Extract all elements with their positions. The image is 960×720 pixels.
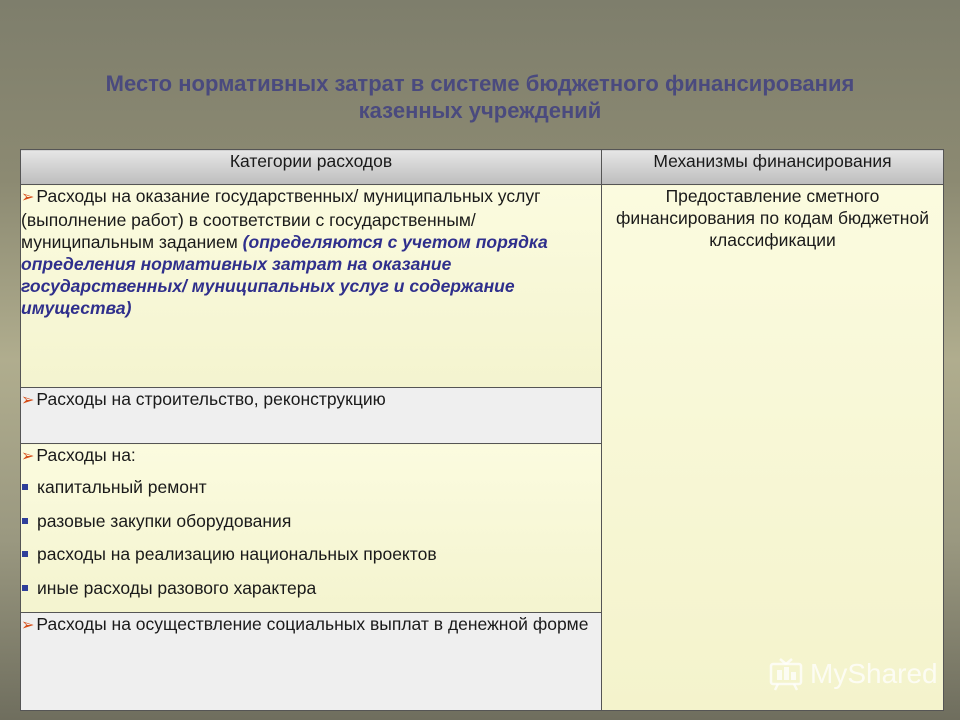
arrow-bullet-icon: ➢ xyxy=(21,392,35,409)
expenses-table xyxy=(20,149,944,711)
list-item xyxy=(21,577,601,599)
slide-title-line-2: казенных учреждений xyxy=(358,98,602,123)
list-item xyxy=(21,543,601,565)
square-bullet-icon xyxy=(22,585,28,591)
square-bullet-icon xyxy=(22,551,28,557)
mechanism-text: Предоставление сметного финансирования по кодам бюджетной классификации xyxy=(616,186,929,250)
row-2-cell xyxy=(21,388,602,444)
arrow-bullet-icon: ➢ xyxy=(21,448,35,465)
list-item xyxy=(21,476,601,498)
header-categories: Категории расходов xyxy=(21,150,602,185)
table-header-row xyxy=(21,150,944,185)
row-2-text: Расходы на строительство, реконструкцию xyxy=(36,389,386,409)
watermark-text: MyShared xyxy=(810,658,938,689)
square-bullet-icon xyxy=(22,484,28,490)
list-item-text: разовые закупки оборудования xyxy=(37,510,292,531)
row-3-text: Расходы на: xyxy=(36,445,136,465)
list-item xyxy=(21,510,601,532)
row-4-cell xyxy=(21,613,602,711)
header-mechanisms: Механизмы финансирования xyxy=(602,150,944,185)
list-item-text: иные расходы разового характера xyxy=(37,577,317,598)
row-1-cell xyxy=(21,185,602,388)
row-1-text: Расходы на оказание государственных/ муниципальных услуг (выполнение работ) в соответствии с государственным/ муниципальным заданием xyxy=(21,186,541,252)
myshared-watermark xyxy=(768,654,938,694)
row-3-cell xyxy=(21,444,602,613)
slide-title-line-1: Место нормативных затрат в системе бюджетного финансирования xyxy=(105,71,855,96)
slide-title xyxy=(40,70,920,124)
table-row xyxy=(21,185,944,388)
arrow-bullet-icon: ➢ xyxy=(21,189,35,206)
arrow-bullet-icon: ➢ xyxy=(21,617,35,634)
square-bullet-icon xyxy=(22,518,28,524)
mechanism-cell xyxy=(602,185,944,711)
row-1-highlight: (определяются с учетом порядка определения нормативных затрат на оказание государственных/ муниципальных услуг и содержание имущества) xyxy=(21,232,548,318)
list-item-text: расходы на реализацию национальных проектов xyxy=(37,544,437,564)
list-item-text: капитальный ремонт xyxy=(37,477,207,497)
myshared-logo-icon xyxy=(768,656,804,692)
row-3-bullet-list xyxy=(21,476,601,599)
row-4-text: Расходы на осуществление социальных выплат в денежной форме xyxy=(36,614,589,634)
